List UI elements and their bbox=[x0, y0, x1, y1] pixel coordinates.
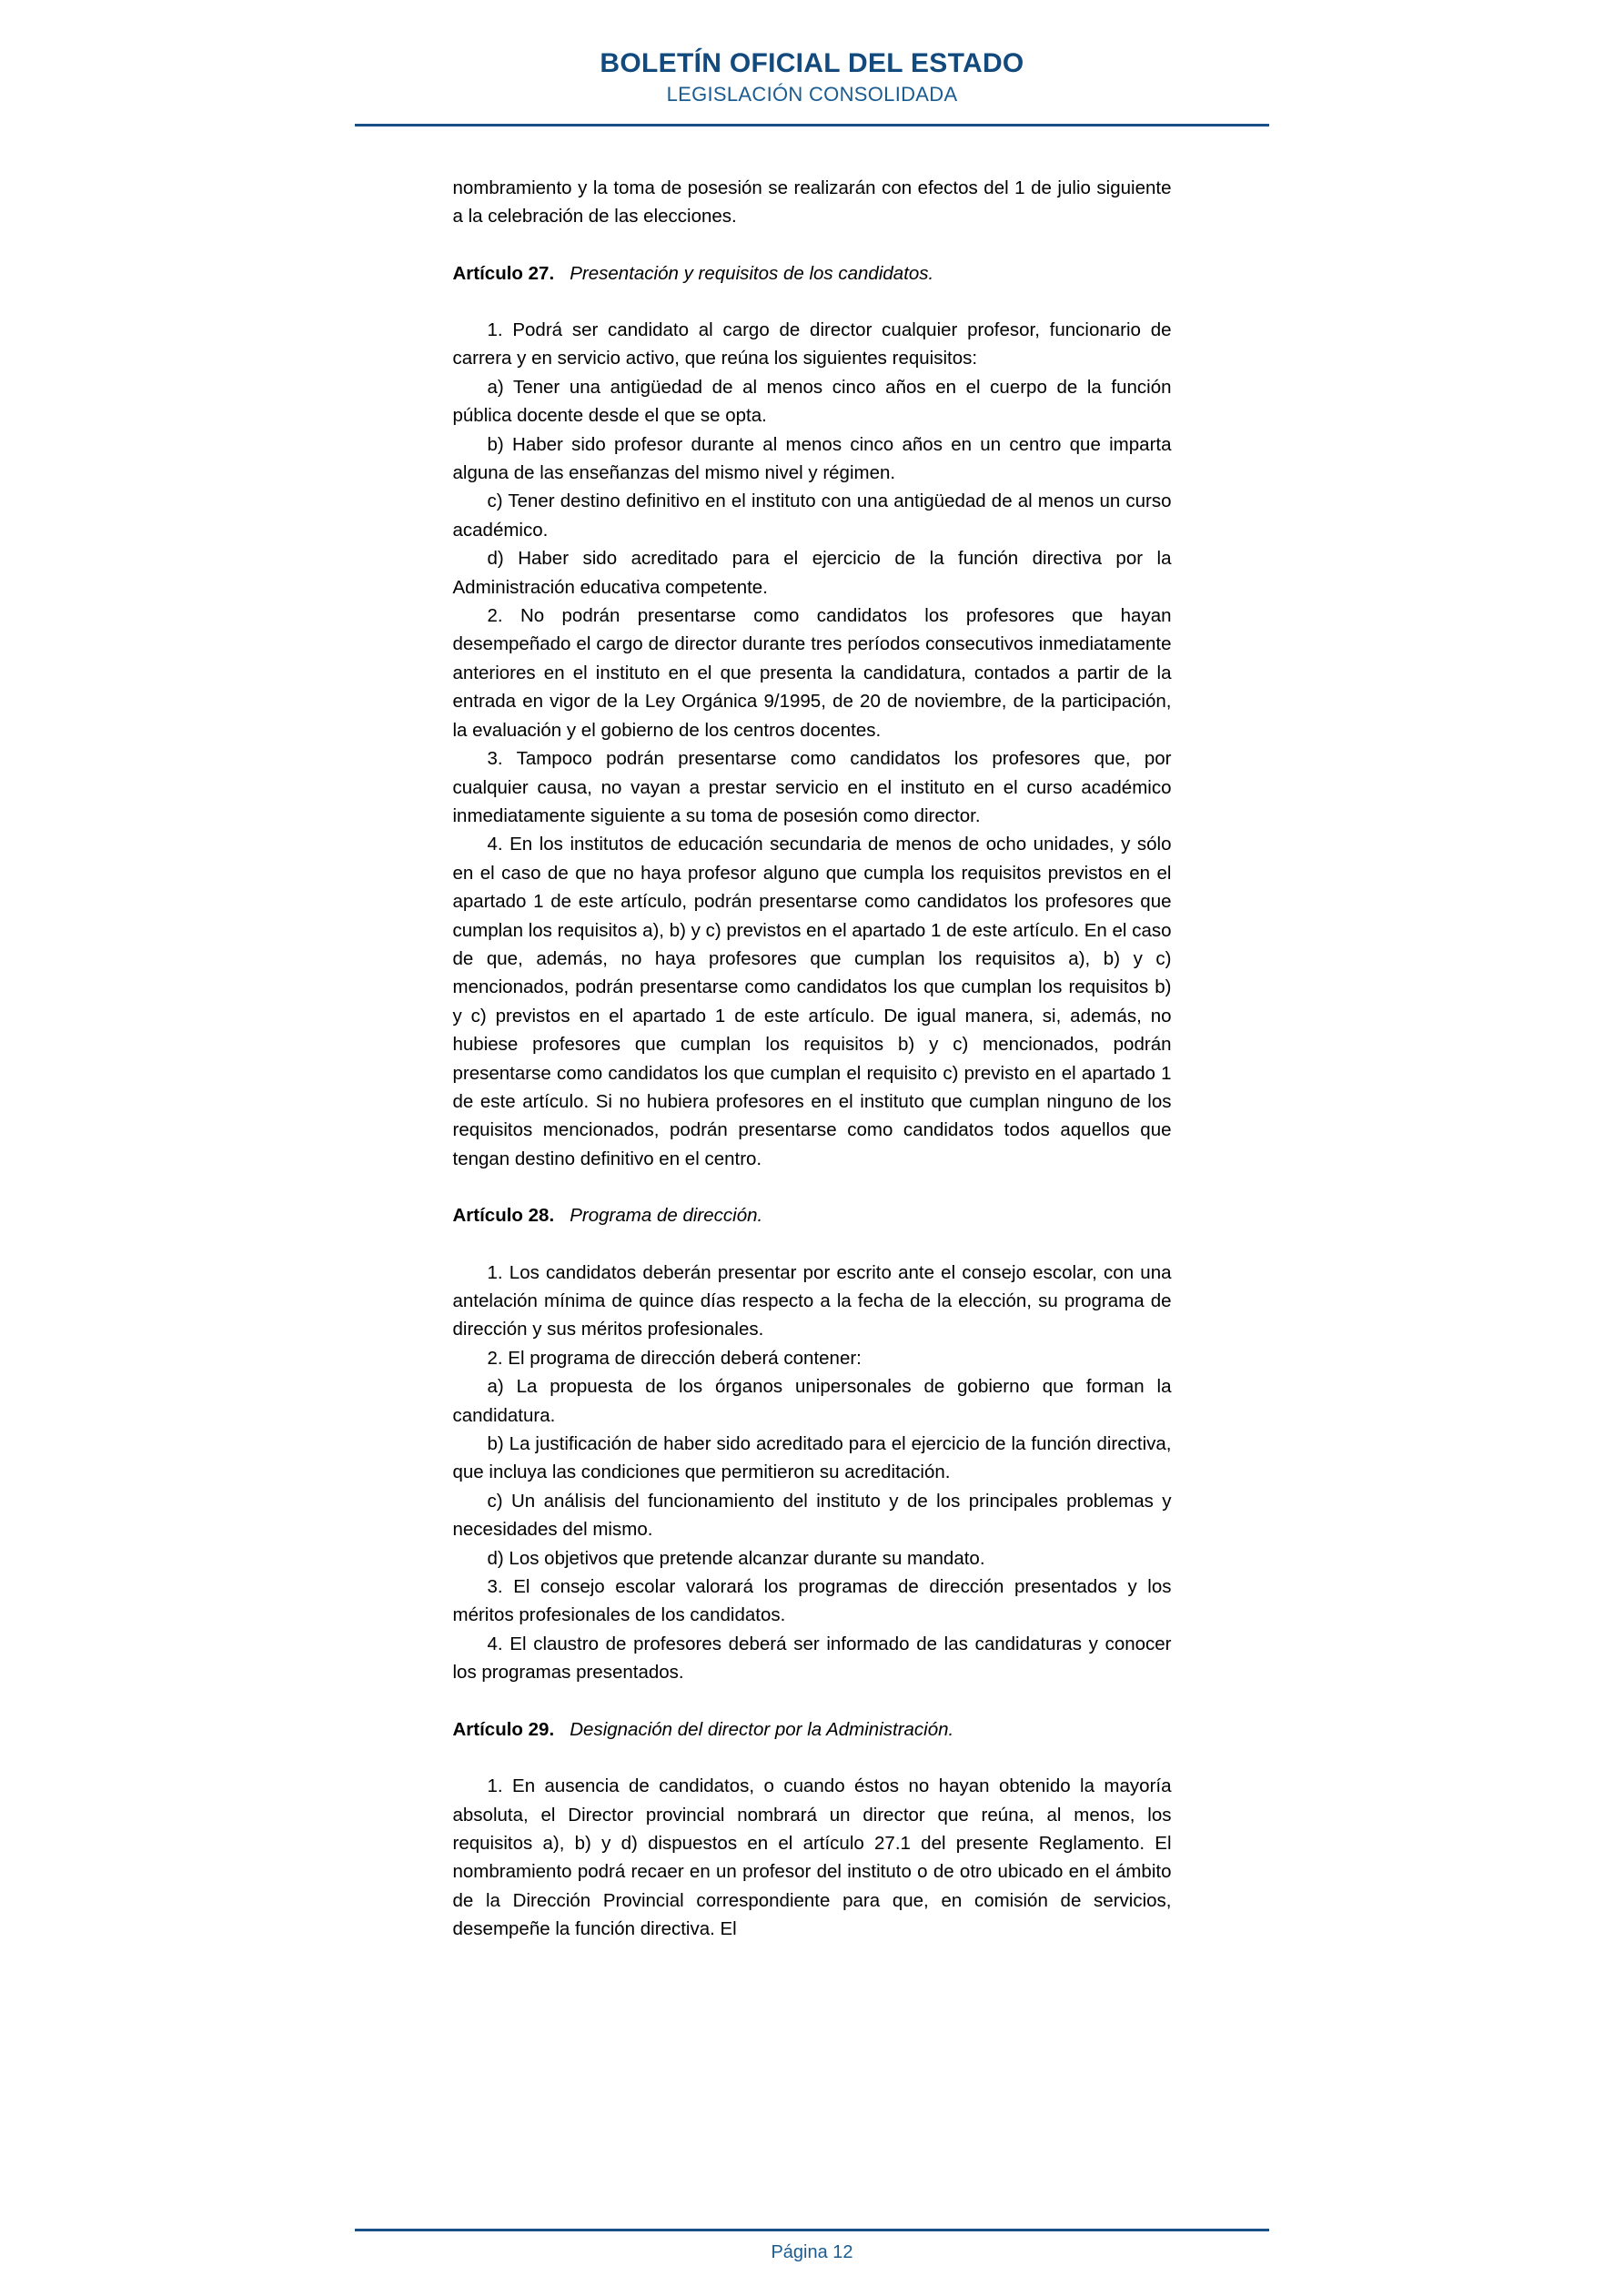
paragraph: a) La propuesta de los órganos unipersonales de gobierno que forman la candidatura. bbox=[452, 1376, 1172, 1426]
article-heading-29 bbox=[453, 1715, 1172, 1744]
paragraph: a) Tener una antigüedad de al menos cinco años en el cuerpo de la función pública docente desde el que se opta. bbox=[452, 376, 1172, 427]
article-number-29: Artículo 29. bbox=[452, 1718, 555, 1740]
paragraph: b) La justificación de haber sido acreditado para el ejercicio de la función directiva, que incluya las condiciones que permitieron su acreditación. bbox=[452, 1433, 1172, 1483]
paragraph: d) Haber sido acreditado para el ejercicio de la función directiva por la Administración educativa competente. bbox=[452, 548, 1172, 598]
footer-divider bbox=[355, 2229, 1269, 2231]
document-header bbox=[0, 0, 1624, 126]
article-title-27: Presentación y requisitos de los candidatos. bbox=[570, 262, 934, 284]
paragraph: b) Haber sido profesor durante al menos cinco años en un centro que imparta alguna de las enseñanzas del mismo nivel y régimen. bbox=[452, 433, 1172, 484]
article-title-28: Programa de dirección. bbox=[570, 1205, 763, 1227]
paragraph: c) Tener destino definitivo en el instituto con una antigüedad de al menos un curso académico. bbox=[452, 491, 1172, 541]
article-heading-27 bbox=[453, 259, 1172, 288]
article-number-28: Artículo 28. bbox=[452, 1205, 555, 1227]
article-heading-28 bbox=[453, 1201, 1172, 1229]
paragraph: 1. Podrá ser candidato al cargo de director cualquier profesor, funcionario de carrera y en servicio activo, que reúna los siguientes requisitos: bbox=[452, 319, 1172, 369]
paragraph: c) Un análisis del funcionamiento del instituto y de los principales problemas y necesidades del mismo. bbox=[452, 1490, 1172, 1541]
document-footer bbox=[0, 2229, 1624, 2296]
article-number-27: Artículo 27. bbox=[452, 262, 555, 284]
article-title-29: Designación del director por la Administración. bbox=[570, 1718, 954, 1740]
paragraph: 3. Tampoco podrán presentarse como candidatos los profesores que, por cualquier causa, no vayan a prestar servicio en el instituto en el curso académico inmediatamente siguiente a su toma de posesión como director. bbox=[452, 748, 1172, 826]
publication-subtitle: LEGISLACIÓN CONSOLIDADA bbox=[666, 83, 958, 106]
paragraph: d) Los objetivos que pretende alcanzar durante su mandato. bbox=[487, 1547, 985, 1569]
paragraph: 4. En los institutos de educación secundaria de menos de ocho unidades, y sólo en el caso de que no haya profesor alguno que cumpla los requisitos previstos en el apartado 1 de este artículo, podrán presentarse como candidatos los profesores que cumplan los requisitos a), b) y c) previstos en el apartado 1 de este artículo. En el caso de que, además, no haya profesores que cumplan los requisitos a), b) y c) mencionados, podrán presentarse como candidatos los que cumplan los requisitos b) y c) previstos en el apartado 1 de este artículo. De igual manera, si, además, no hubiese profesores que cumplan los requisitos b) y c) mencionados, podrán presentarse como candidatos los que cumplan el requisito c) previsto en el apartado 1 de este artículo. Si no hubiera profesores en el instituto que cumplan ninguno de los requisitos mencionados, podrán presentarse como candidatos todos aquellos que tengan destino definitivo en el centro. bbox=[452, 834, 1172, 1169]
paragraph: 1. Los candidatos deberán presentar por escrito ante el consejo escolar, con una antelación mínima de quince días respecto a la fecha de la elección, su programa de dirección y sus méritos profesionales. bbox=[452, 1261, 1172, 1340]
document-body bbox=[453, 126, 1172, 2296]
paragraph: 2. No podrán presentarse como candidatos los profesores que hayan desempeñado el cargo de director durante tres períodos consecutivos inmediatamente anteriores en el instituto en el que presenta la candidatura, contados a partir de la entrada en vigor de la Ley Orgánica 9/1995, de 20 de noviembre, de la participación, la evaluación y el gobierno de los centros docentes. bbox=[452, 605, 1172, 741]
continuation-paragraph: nombramiento y la toma de posesión se realizarán con efectos del 1 de julio siguiente a la celebración de las elecciones. bbox=[452, 177, 1172, 228]
page-number: Página 12 bbox=[771, 2242, 853, 2262]
paragraph: 3. El consejo escolar valorará los programas de dirección presentados y los méritos profesionales de los candidatos. bbox=[452, 1576, 1172, 1626]
paragraph: 4. El claustro de profesores deberá ser informado de las candidaturas y conocer los programas presentados. bbox=[452, 1633, 1172, 1684]
paragraph: 2. El programa de dirección deberá contener: bbox=[487, 1347, 862, 1369]
publication-title: BOLETÍN OFICIAL DEL ESTADO bbox=[600, 48, 1024, 78]
paragraph: 1. En ausencia de candidatos, o cuando éstos no hayan obtenido la mayoría absoluta, el Director provincial nombrará un director que reúna, al menos, los requisitos a), b) y d) dispuestos en el artículo 27.1 del presente Reglamento. El nombramiento podrá recaer en un profesor del instituto o de otro ubicado en el ámbito de la Dirección Provincial correspondiente para que, en comisión de servicios, desempeñe la función directiva. El bbox=[452, 1775, 1172, 1940]
